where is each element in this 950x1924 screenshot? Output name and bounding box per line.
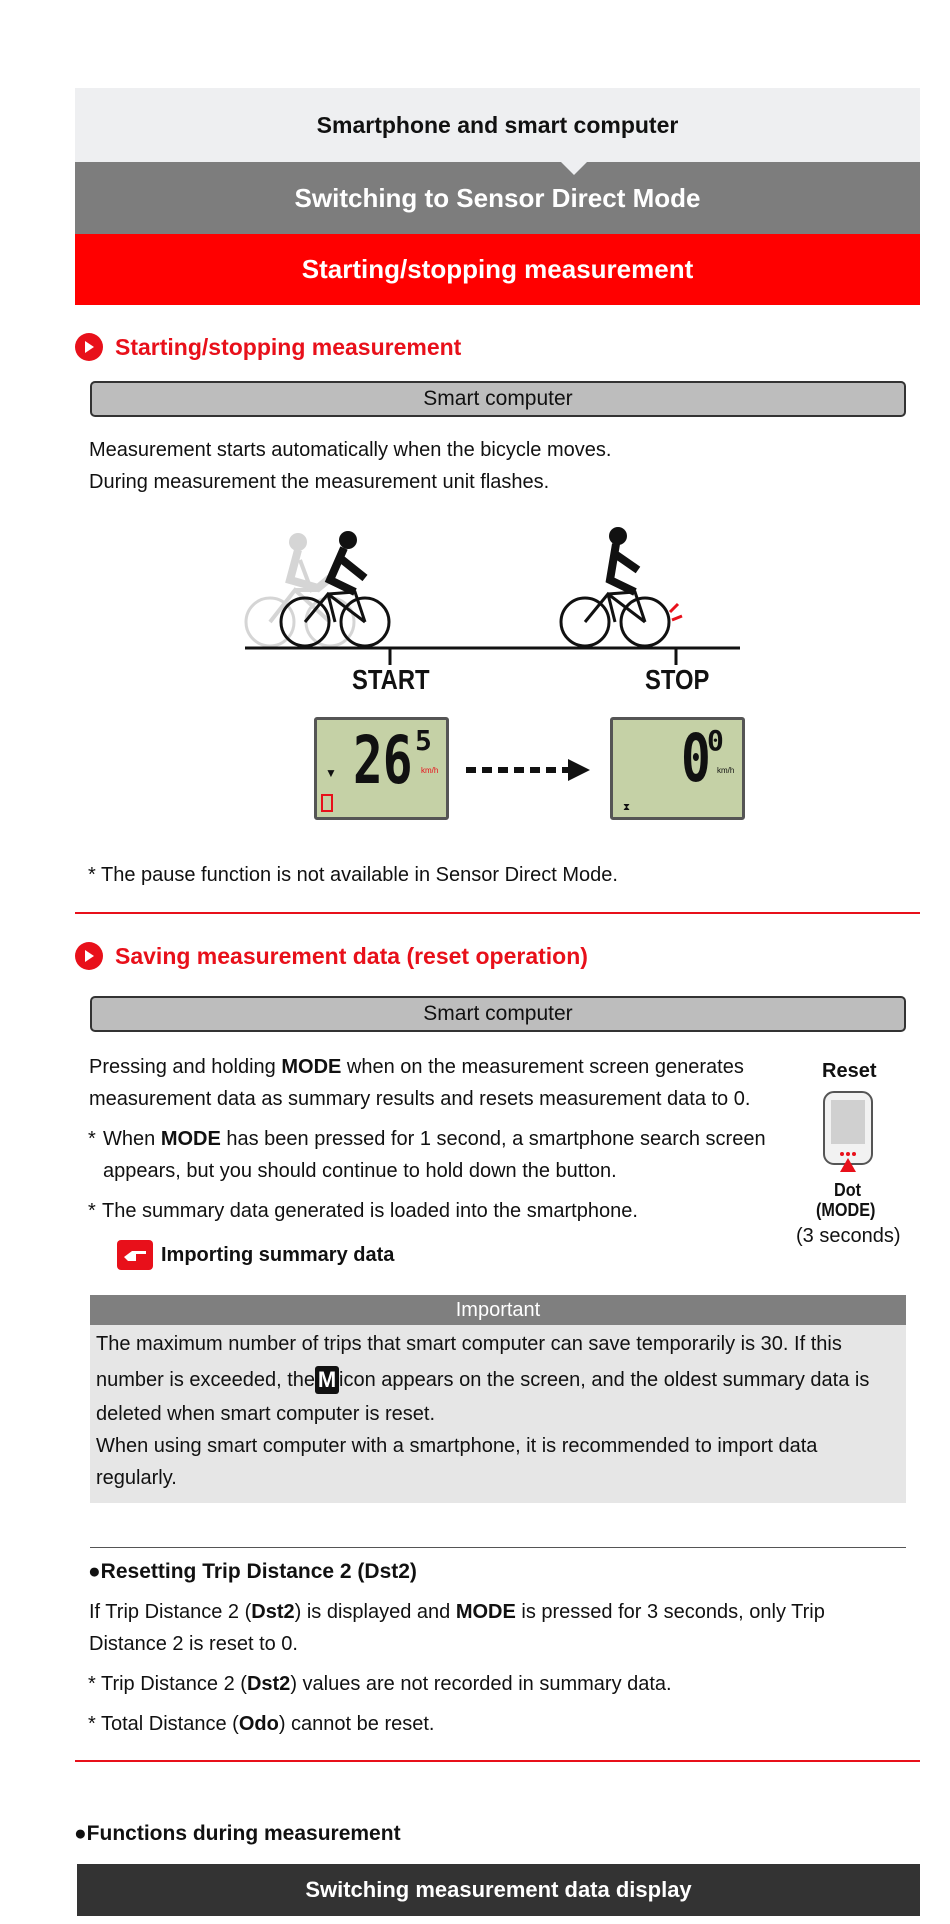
ghost-rider-icon (246, 533, 354, 646)
body-text: measurement data as summary results and resets measurement data to 0. (89, 1088, 751, 1110)
lcd-unit: km/h (717, 766, 735, 775)
pointing-hand-icon (117, 1240, 153, 1270)
switching-display-label: Switching measurement data display (305, 1877, 692, 1902)
lcd-stop-display (610, 717, 745, 820)
page-title (75, 234, 920, 305)
note-text: * Trip Distance 2 (Dst2) values are not recorded in summary data. (88, 1673, 672, 1695)
breadcrumb-top-label: Smartphone and smart computer (316, 111, 679, 138)
body-text: Measurement starts automatically when the bicycle moves. (89, 439, 612, 461)
subsection-title: ●Functions during measurement (74, 1822, 401, 1845)
note-text: * (88, 1200, 96, 1222)
mode-label: (MODE) (816, 1200, 876, 1220)
breadcrumb-top (75, 88, 920, 162)
section-title: Saving measurement data (reset operation) (115, 942, 588, 969)
important-text: The maximum number of trips that smart computer can save temporarily is 30. If this (96, 1333, 842, 1355)
section-title: Starting/stopping measurement (115, 333, 462, 360)
play-icon (75, 942, 103, 970)
reset-label: Reset (822, 1060, 877, 1082)
lcd-stop-decimal: 0 (707, 724, 724, 757)
lcd-start-value: 26 (353, 722, 413, 799)
section-divider (75, 1760, 920, 1762)
important-header: Important (90, 1295, 906, 1325)
note-text: * Total Distance (Odo) cannot be reset. (88, 1713, 435, 1735)
memory-full-icon: M (315, 1366, 339, 1394)
stop-label: STOP (645, 664, 710, 695)
note-text: The summary data generated is loaded into the smartphone. (102, 1200, 638, 1222)
breadcrumb-middle (75, 162, 920, 234)
page-title-label: Starting/stopping measurement (301, 254, 694, 284)
device-icon (822, 1090, 874, 1180)
section-heading-reset (75, 942, 588, 970)
lcd-start-display (314, 717, 449, 820)
flash-indicator-icon (321, 794, 333, 812)
triangle-icon: ▼ (325, 766, 337, 780)
note-text: * (88, 1128, 96, 1150)
seconds-label: (3 seconds) (796, 1225, 901, 1247)
switching-display-bar[interactable] (77, 1864, 920, 1916)
body-text: During measurement the measurement unit flashes. (89, 471, 550, 493)
important-text: When using smart computer with a smartphone, it is recommended to import data (96, 1435, 818, 1457)
note-text: * The pause function is not available in Sensor Direct Mode. (88, 864, 618, 886)
arrow-right-icon (464, 755, 594, 785)
importing-summary-label[interactable]: Importing summary data (161, 1243, 395, 1266)
play-icon (75, 333, 103, 361)
important-text: number is exceeded, the M icon appears on the screen, and the oldest summary data is (96, 1367, 870, 1392)
start-label: START (352, 664, 430, 695)
lcd-stop-value: 0 (681, 720, 711, 797)
hourglass-icon: ⧗ (623, 802, 631, 813)
dot-label: Dot (834, 1180, 861, 1200)
device-pill (90, 381, 906, 417)
device-pill-label: Smart computer (423, 1002, 573, 1025)
lcd-start-decimal: 5 (415, 724, 432, 757)
subsection-title: ●Resetting Trip Distance 2 (Dst2) (88, 1560, 417, 1583)
cyclist-stop-icon (561, 527, 682, 646)
section-heading-start-stop (75, 333, 461, 361)
breadcrumb-middle-label: Switching to Sensor Direct Mode (294, 182, 701, 213)
body-text: Pressing and holding MODE when on the measurement screen generates (89, 1056, 744, 1078)
note-text: appears, but you should continue to hold down the button. (103, 1160, 617, 1182)
body-text: Distance 2 is reset to 0. (89, 1633, 298, 1655)
important-text: deleted when smart computer is reset. (96, 1403, 436, 1425)
importing-summary-link[interactable] (117, 1240, 394, 1270)
subsection-divider (90, 1547, 906, 1548)
body-text: If Trip Distance 2 (Dst2) is displayed and MODE is pressed for 3 seconds, only Trip (89, 1601, 825, 1623)
lcd-unit: km/h (421, 766, 439, 775)
note-text: When MODE has been pressed for 1 second, a smartphone search screen (103, 1128, 766, 1150)
important-text: regularly. (96, 1467, 177, 1489)
section-divider (75, 912, 920, 914)
device-pill (90, 996, 906, 1032)
device-pill-label: Smart computer (423, 387, 573, 410)
